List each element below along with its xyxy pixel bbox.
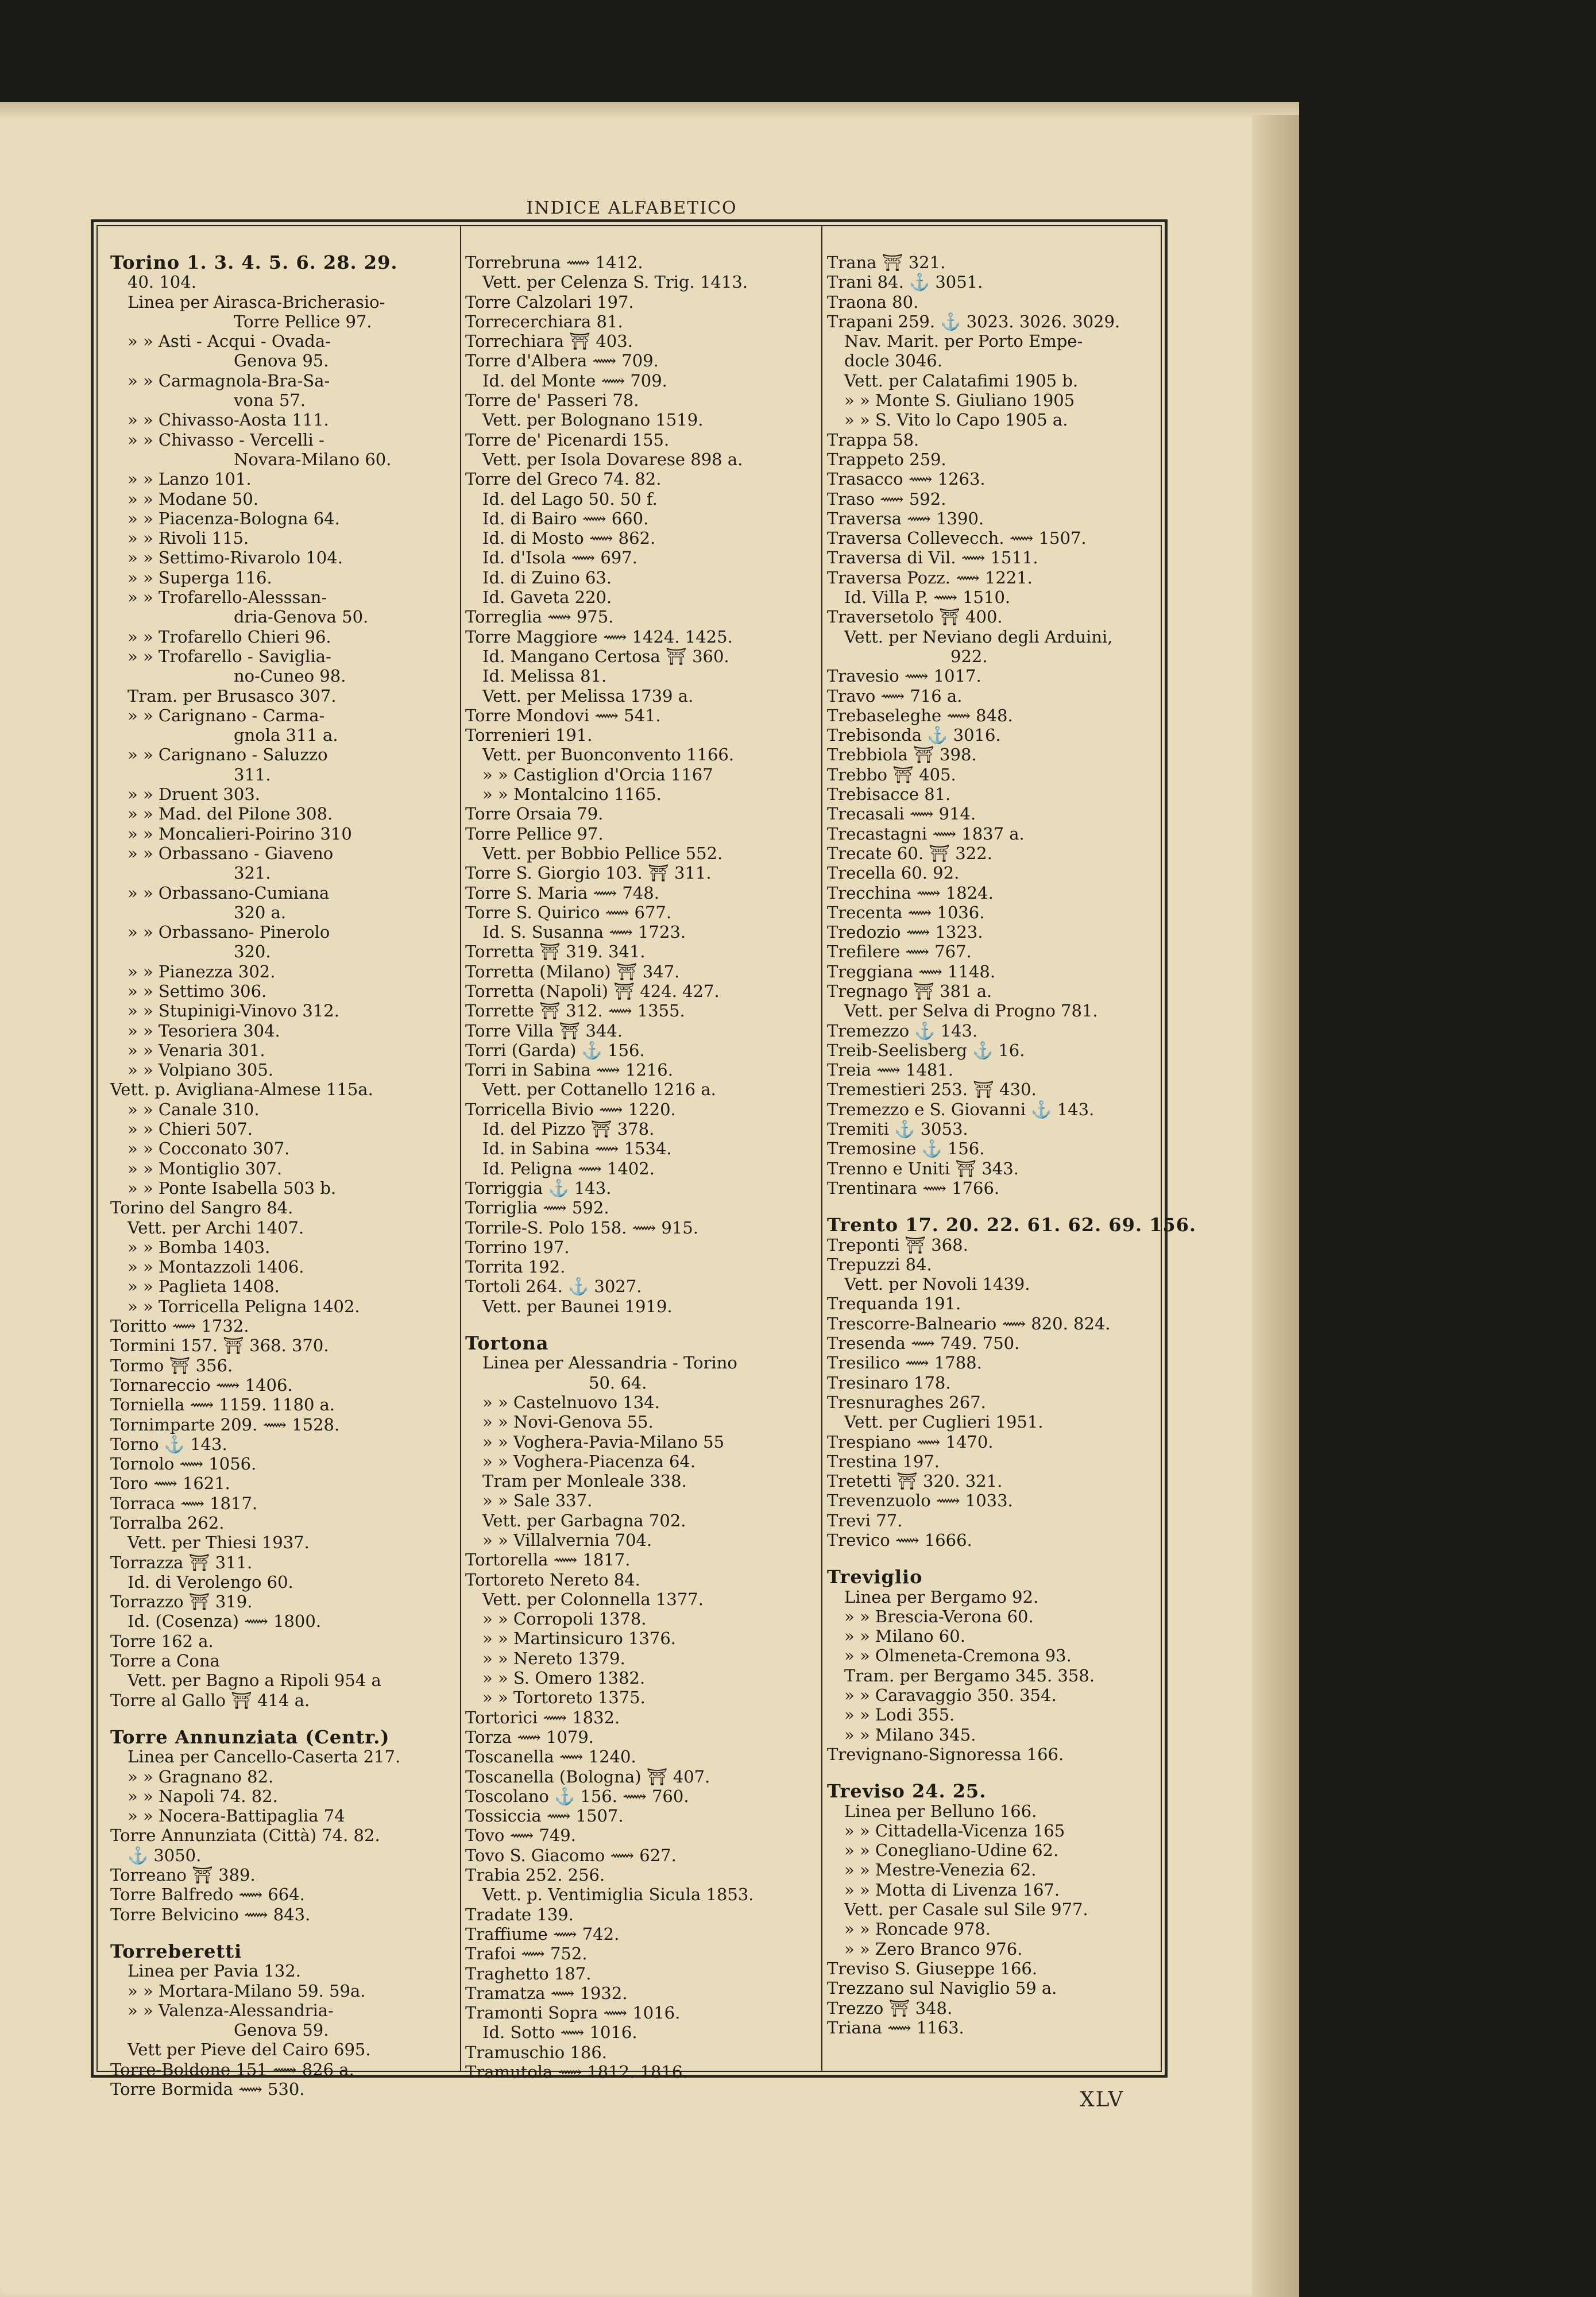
index-entry: » » Carmagnola-Bra-Sa- xyxy=(127,370,330,390)
index-column-1 xyxy=(110,253,455,2099)
index-entry: » » Napoli 74. 82. xyxy=(127,1786,278,1806)
index-entry: Trestina 197. xyxy=(827,1451,940,1471)
index-entry: Trafoi ⟿ 752. xyxy=(465,1944,588,1964)
index-entry: Id. Peligna ⟿ 1402. xyxy=(482,1158,655,1178)
index-entry: Linea per Belluno 166. xyxy=(844,1801,1037,1821)
index-entry: docle 3046. xyxy=(844,351,942,371)
index-entry: » » Lanzo 101. xyxy=(127,469,252,489)
index-entry: Torre Balfredo ⟿ 664. xyxy=(110,1885,305,1905)
column-rule-1 xyxy=(460,225,461,2072)
index-entry: Traversa di Vil. ⟿ 1511. xyxy=(827,548,1038,568)
index-entry: Torraca ⟿ 1817. xyxy=(110,1493,258,1513)
index-entry: Torre al Gallo ⛩ 414 a. xyxy=(110,1690,310,1710)
index-column-2 xyxy=(465,253,817,2082)
index-entry: Trappeto 259. xyxy=(827,449,946,469)
index-entry: Tretetti ⛩ 320. 321. xyxy=(827,1471,1003,1491)
index-entry: Trefilere ⟿ 767. xyxy=(827,942,972,962)
index-entry: Torriglia ⟿ 592. xyxy=(465,1198,609,1218)
index-entry: Id. di Verolengo 60. xyxy=(127,1572,293,1592)
index-entry: Vett per Pieve del Cairo 695. xyxy=(127,2040,371,2060)
index-entry: » » S. Vito lo Capo 1905 a. xyxy=(844,410,1068,430)
index-heading-entry: Tortona xyxy=(465,1332,549,1355)
entry-spacer xyxy=(110,1710,455,1727)
index-entry: Traghetto 187. xyxy=(465,1963,592,1983)
index-entry: Torre Pellice 97. xyxy=(234,311,372,331)
entry-spacer xyxy=(827,1198,1160,1215)
index-entry: Id. Villa P. ⟿ 1510. xyxy=(844,587,1011,608)
index-entry: Toritto ⟿ 1732. xyxy=(110,1316,249,1336)
index-entry: Vett. per Neviano degli Arduini, xyxy=(844,627,1113,647)
index-entry: Torri (Garda) ⚓ 156. xyxy=(465,1040,645,1060)
index-entry: Torrebruna ⟿ 1412. xyxy=(465,253,643,272)
index-entry: Torre Mondovi ⟿ 541. xyxy=(465,705,661,725)
index-entry: Torre S. Maria ⟿ 748. xyxy=(465,883,659,903)
index-entry: Tresenda ⟿ 749. 750. xyxy=(827,1333,1020,1354)
index-entry: Novara-Milano 60. xyxy=(234,449,392,469)
index-entry: Linea per Pavia 132. xyxy=(127,1961,301,1981)
index-entry: » » Orbassano - Giaveno xyxy=(127,843,334,863)
index-entry: Torre Orsaia 79. xyxy=(465,804,604,824)
index-entry: Torre del Greco 74. 82. xyxy=(465,469,662,489)
index-entry: » » Montazzoli 1406. xyxy=(127,1257,304,1277)
index-entry: » » Volpiano 305. xyxy=(127,1060,273,1080)
running-header: INDICE ALFABETICO xyxy=(526,198,737,218)
index-entry: Genova 95. xyxy=(234,351,329,371)
index-entry: Torri in Sabina ⟿ 1216. xyxy=(465,1060,673,1080)
index-entry: Id. di Zuino 63. xyxy=(482,567,612,587)
index-entry: Torralba 262. xyxy=(110,1513,225,1533)
index-entry: » » Voghera-Pavia-Milano 55 xyxy=(482,1432,725,1452)
index-entry: Torrenieri 191. xyxy=(465,725,593,745)
index-entry: Torre a Cona xyxy=(110,1651,220,1671)
index-entry: Id. di Mosto ⟿ 862. xyxy=(482,528,656,548)
index-entry: Tortoli 264. ⚓ 3027. xyxy=(465,1277,642,1297)
index-entry: Tortorici ⟿ 1832. xyxy=(465,1707,620,1727)
index-entry: » » Martinsicuro 1376. xyxy=(482,1629,677,1649)
index-entry: » » Chieri 507. xyxy=(127,1119,253,1139)
index-entry: Torrechiara ⛩ 403. xyxy=(465,331,633,351)
index-entry: » » Settimo-Rivarolo 104. xyxy=(127,548,343,568)
index-entry: Linea per Alessandria - Torino xyxy=(482,1353,737,1373)
index-entry: Treggiana ⟿ 1148. xyxy=(827,961,996,981)
index-entry: Vett. per Archi 1407. xyxy=(127,1217,304,1238)
index-entry: Tortoreto Nereto 84. xyxy=(465,1569,640,1590)
index-entry: » » Tortoreto 1375. xyxy=(482,1688,646,1708)
index-entry: Treviso S. Giuseppe 166. xyxy=(827,1958,1038,1978)
index-entry: Torreano ⛩ 389. xyxy=(110,1865,256,1885)
index-entry: » » Castelnuovo 134. xyxy=(482,1392,660,1412)
index-column-3 xyxy=(827,253,1197,2037)
index-entry: Vett. p. Avigliana-Almese 115a. xyxy=(110,1080,373,1100)
index-entry: Trentinara ⟿ 1766. xyxy=(827,1178,1000,1198)
index-entry: » » Trofarello Chieri 96. xyxy=(127,627,331,647)
index-entry: Trebaseleghe ⟿ 848. xyxy=(827,705,1013,725)
index-entry: Traversetolo ⛩ 400. xyxy=(827,607,1003,627)
index-entry: Torrette ⛩ 312. ⟿ 1355. xyxy=(465,1001,685,1021)
index-entry: » » Villalvernia 704. xyxy=(482,1530,652,1550)
index-entry: Id. del Monte ⟿ 709. xyxy=(482,370,667,390)
index-entry: Torrazzo ⛩ 319. xyxy=(110,1592,253,1612)
index-entry: Vett. per Selva di Progno 781. xyxy=(844,1001,1098,1021)
index-entry: Trequanda 191. xyxy=(827,1294,961,1314)
index-entry: Tovo ⟿ 749. xyxy=(465,1826,576,1846)
index-entry: Torno ⚓ 143. xyxy=(110,1434,227,1454)
index-entry: Id. (Cosenza) ⟿ 1800. xyxy=(127,1611,322,1631)
entry-spacer xyxy=(465,1316,817,1333)
index-entry: » » Cocconato 307. xyxy=(127,1139,290,1159)
index-entry: Vett. per Bolognano 1519. xyxy=(482,410,704,430)
index-entry: Torretta (Milano) ⛩ 347. xyxy=(465,961,680,981)
index-entry: » » Monte S. Giuliano 1905 xyxy=(844,390,1075,411)
index-entry: Torrile-S. Polo 158. ⟿ 915. xyxy=(465,1217,698,1238)
index-entry: Torza ⟿ 1079. xyxy=(465,1727,594,1747)
index-entry: 321. xyxy=(234,863,271,883)
entry-spacer xyxy=(110,1924,455,1942)
index-entry: Travo ⟿ 716 a. xyxy=(827,686,963,706)
index-entry: Vett. per Garbagna 702. xyxy=(482,1510,686,1530)
index-entry: Linea per Bergamo 92. xyxy=(844,1587,1039,1607)
index-entry: Torre Villa ⛩ 344. xyxy=(465,1020,623,1041)
index-entry: » » Milano 60. xyxy=(844,1626,965,1646)
index-entry: Tornimparte 209. ⟿ 1528. xyxy=(110,1414,340,1434)
index-entry: Tremezzo ⚓ 143. xyxy=(827,1020,978,1041)
index-entry: Torre-Boldone 151 ⟿ 826 a. xyxy=(110,2059,354,2079)
index-entry: Id. in Sabina ⟿ 1534. xyxy=(482,1139,672,1159)
index-entry: » » Chivasso - Vercelli - xyxy=(127,430,324,450)
index-entry: Id. Mangano Certosa ⛩ 360. xyxy=(482,646,729,666)
index-entry: Torre Belvicino ⟿ 843. xyxy=(110,1904,311,1924)
index-entry: Trappa 58. xyxy=(827,430,919,450)
index-entry: Trebbiola ⛩ 398. xyxy=(827,745,977,765)
index-entry: Id. d'Isola ⟿ 697. xyxy=(482,548,637,568)
index-entry: ⚓ 3050. xyxy=(127,1845,202,1865)
index-entry: Vett. per Thiesi 1937. xyxy=(127,1533,310,1553)
index-entry: Trecella 60. 92. xyxy=(827,863,960,883)
entry-spacer xyxy=(827,1764,1160,1781)
index-entry: Torre d'Albera ⟿ 709. xyxy=(465,351,659,371)
index-entry: Trecchina ⟿ 1824. xyxy=(827,883,994,903)
index-entry: » » Roncade 978. xyxy=(844,1919,991,1939)
index-entry: Trasacco ⟿ 1263. xyxy=(827,469,986,489)
index-entry: Torre 162 a. xyxy=(110,1631,214,1651)
index-entry: Trevignano-Signoressa 166. xyxy=(827,1744,1064,1764)
index-entry: Tresilico ⟿ 1788. xyxy=(827,1353,982,1373)
index-entry: Tresnuraghes 267. xyxy=(827,1392,986,1412)
index-entry: » » Voghera-Piacenza 64. xyxy=(482,1451,696,1471)
index-entry: vona 57. xyxy=(234,390,306,411)
index-entry: Trecenta ⟿ 1036. xyxy=(827,902,985,922)
index-entry: » » Trofarello - Saviglia- xyxy=(127,646,331,666)
index-entry: » » Bomba 1403. xyxy=(127,1237,270,1257)
index-entry: » » Mestre-Venezia 62. xyxy=(844,1860,1037,1880)
index-entry: Torre de' Picenardi 155. xyxy=(465,430,670,450)
index-entry: Tormo ⛩ 356. xyxy=(110,1355,233,1375)
index-entry: Torre Pellice 97. xyxy=(465,823,604,844)
index-entry: Tornolo ⟿ 1056. xyxy=(110,1454,257,1474)
index-entry: Trevi 77. xyxy=(827,1510,903,1530)
index-entry: Treib-Seelisberg ⚓ 16. xyxy=(827,1040,1025,1060)
index-entry: dria-Genova 50. xyxy=(234,607,369,627)
index-entry: Trani 84. ⚓ 3051. xyxy=(827,272,983,292)
index-entry: Traona 80. xyxy=(827,292,919,312)
index-entry: Tradate 139. xyxy=(465,1904,574,1924)
index-entry: » » Piacenza-Bologna 64. xyxy=(127,508,340,528)
index-entry: » » Trofarello-Alesssan- xyxy=(127,587,327,608)
index-entry: Traversa Pozz. ⟿ 1221. xyxy=(827,567,1033,587)
index-entry: Trapani 259. ⚓ 3023. 3026. 3029. xyxy=(827,311,1120,331)
index-entry: Tremosine ⚓ 156. xyxy=(827,1139,985,1159)
index-entry: Tossiccia ⟿ 1507. xyxy=(465,1806,624,1826)
index-entry: Genova 59. xyxy=(234,2020,329,2040)
index-entry: » » Olmeneta-Cremona 93. xyxy=(844,1646,1072,1666)
index-entry: » » Sale 337. xyxy=(482,1491,593,1511)
index-entry: » » Torricella Peligna 1402. xyxy=(127,1296,360,1316)
index-entry: 50. 64. xyxy=(589,1372,647,1393)
index-entry: Torre Maggiore ⟿ 1424. 1425. xyxy=(465,627,733,647)
index-entry: » » Carignano - Saluzzo xyxy=(127,745,328,765)
index-entry: Torre Annunziata (Città) 74. 82. xyxy=(110,1826,380,1846)
index-entry: » » Mortara-Milano 59. 59a. xyxy=(127,1981,366,2001)
index-entry: Torrazza ⛩ 311. xyxy=(110,1552,253,1572)
index-entry: Trana ⛩ 321. xyxy=(827,253,946,272)
index-entry: Linea per Cancello-Caserta 217. xyxy=(127,1747,401,1767)
index-entry: » » Nocera-Battipaglia 74 xyxy=(127,1806,345,1826)
index-entry: » » Montalcino 1165. xyxy=(482,784,662,805)
index-entry: Torre Calzolari 197. xyxy=(465,292,634,312)
index-entry: » » Modane 50. xyxy=(127,489,259,509)
index-entry: Tram. per Bergamo 345. 358. xyxy=(844,1665,1095,1685)
index-entry: Id. Melissa 81. xyxy=(482,666,607,686)
index-heading-entry: Treviglio xyxy=(827,1566,923,1588)
index-entry: no-Cuneo 98. xyxy=(234,666,346,686)
index-entry: Tresinaro 178. xyxy=(827,1372,951,1393)
index-entry: Vett. per Celenza S. Trig. 1413. xyxy=(482,272,748,292)
index-entry: Torrino 197. xyxy=(465,1237,570,1257)
index-entry: » » S. Omero 1382. xyxy=(482,1668,646,1688)
index-entry: Torre S. Quirico ⟿ 677. xyxy=(465,902,672,922)
index-entry: » » Superga 116. xyxy=(127,567,272,587)
index-entry: Traversa Collevecch. ⟿ 1507. xyxy=(827,528,1087,548)
index-entry: Traso ⟿ 592. xyxy=(827,489,946,509)
index-entry: » » Novi-Genova 55. xyxy=(482,1412,654,1432)
index-entry: » » Ponte Isabella 503 b. xyxy=(127,1178,337,1198)
index-entry: Tramuschio 186. xyxy=(465,2042,607,2062)
index-entry: Nav. Marit. per Porto Empe- xyxy=(844,331,1083,351)
index-entry: » » Druent 303. xyxy=(127,784,260,805)
index-entry: » » Conegliano-Udine 62. xyxy=(844,1840,1059,1861)
index-entry: » » Canale 310. xyxy=(127,1099,260,1119)
page-stack-edge xyxy=(1252,115,1299,2297)
index-entry: Tramutola ⟿ 1812. 1816. xyxy=(465,2062,688,2082)
index-entry: Id. del Pizzo ⛩ 378. xyxy=(482,1119,655,1139)
index-entry: » » Orbassano- Pinerolo xyxy=(127,922,330,942)
index-entry: Trecasali ⟿ 914. xyxy=(827,804,976,824)
index-entry: Tremezzo e S. Giovanni ⚓ 143. xyxy=(827,1099,1095,1119)
index-entry: » » Stupinigi-Vinovo 312. xyxy=(127,1001,339,1021)
index-entry: Toscanella (Bologna) ⛩ 407. xyxy=(465,1766,710,1786)
index-entry: Travesio ⟿ 1017. xyxy=(827,666,981,686)
index-entry: Torre S. Giorgio 103. ⛩ 311. xyxy=(465,863,712,883)
index-entry: » » Orbassano-Cumiana xyxy=(127,883,330,903)
index-entry: 311. xyxy=(234,764,271,784)
index-entry: Trespiano ⟿ 1470. xyxy=(827,1432,994,1452)
index-entry: Vett. per Baunei 1919. xyxy=(482,1296,673,1316)
index-entry: Linea per Airasca-Bricherasio- xyxy=(127,292,385,312)
index-entry: Trepuzzi 84. xyxy=(827,1254,932,1274)
index-entry: gnola 311 a. xyxy=(234,725,338,745)
index-entry: Torriggia ⚓ 143. xyxy=(465,1178,612,1198)
index-entry: Torrecerchiara 81. xyxy=(465,311,623,331)
index-entry: » » Caravaggio 350. 354. xyxy=(844,1685,1057,1706)
index-entry: Trescorre-Balneario ⟿ 820. 824. xyxy=(827,1313,1111,1333)
index-entry: Vett. per Isola Dovarese 898 a. xyxy=(482,449,743,469)
index-entry: Tram per Monleale 338. xyxy=(482,1471,687,1491)
index-entry: Trevico ⟿ 1666. xyxy=(827,1530,972,1550)
index-entry: Trevenzuolo ⟿ 1033. xyxy=(827,1491,1013,1511)
index-entry: » » Valenza-Alessandria- xyxy=(127,2000,334,2020)
index-entry: » » Pianezza 302. xyxy=(127,961,276,981)
index-entry: » » Cittadella-Vicenza 165 xyxy=(844,1820,1065,1840)
index-entry: Tortorella ⟿ 1817. xyxy=(465,1550,631,1570)
index-entry: Vett. per Casale sul Sile 977. xyxy=(844,1900,1088,1920)
index-entry: 320. xyxy=(234,942,271,962)
index-entry: Trabia 252. 256. xyxy=(465,1865,605,1885)
index-heading-entry: Trento 17. 20. 22. 61. 62. 69. 156. xyxy=(827,1214,1197,1236)
index-entry: Tremestieri 253. ⛩ 430. xyxy=(827,1080,1037,1100)
index-entry: Torretta ⛩ 319. 341. xyxy=(465,942,646,962)
index-entry: 320 a. xyxy=(234,902,287,922)
index-entry: Treia ⟿ 1481. xyxy=(827,1060,953,1080)
index-entry: » » Paglieta 1408. xyxy=(127,1277,280,1297)
index-entry: Torniella ⟿ 1159. 1180 a. xyxy=(110,1395,335,1415)
index-entry: Id. S. Susanna ⟿ 1723. xyxy=(482,922,686,942)
index-entry: Vett. per Cuglieri 1951. xyxy=(844,1412,1044,1432)
index-entry: » » Nereto 1379. xyxy=(482,1648,625,1668)
page-top-edge xyxy=(0,102,1299,119)
column-rule-2 xyxy=(821,225,822,2072)
index-entry: Trezzano sul Naviglio 59 a. xyxy=(827,1978,1057,1998)
index-entry: Trebisacce 81. xyxy=(827,784,951,805)
index-entry: » » Corropoli 1378. xyxy=(482,1609,647,1629)
index-heading-entry: Treviso 24. 25. xyxy=(827,1780,987,1803)
index-entry: Vett. per Bobbio Pellice 552. xyxy=(482,843,723,863)
index-entry: » » Gragnano 82. xyxy=(127,1766,274,1786)
index-entry: » » Lodi 355. xyxy=(844,1705,955,1725)
index-entry: » » Brescia-Verona 60. xyxy=(844,1606,1034,1626)
index-entry: » » Chivasso-Aosta 111. xyxy=(127,410,329,430)
index-entry: » » Rivoli 115. xyxy=(127,528,249,548)
index-entry: Toscolano ⚓ 156. ⟿ 760. xyxy=(465,1786,689,1806)
index-entry: » » Castiglion d'Orcia 1167 xyxy=(482,764,713,784)
index-entry: » » Venaria 301. xyxy=(127,1040,265,1060)
index-entry: Vett. per Colonnella 1377. xyxy=(482,1589,704,1609)
index-entry: Tornareccio ⟿ 1406. xyxy=(110,1375,293,1395)
index-entry: Tregnago ⛩ 381 a. xyxy=(827,981,992,1001)
index-entry: Tramatza ⟿ 1932. xyxy=(465,1983,628,2003)
index-entry: » » Tesoriera 304. xyxy=(127,1020,280,1041)
index-entry: » » Settimo 306. xyxy=(127,981,267,1001)
index-entry: Tremiti ⚓ 3053. xyxy=(827,1119,968,1139)
index-entry: Vett. per Melissa 1739 a. xyxy=(482,686,694,706)
index-entry: Traversa ⟿ 1390. xyxy=(827,508,984,528)
index-entry: Toscanella ⟿ 1240. xyxy=(465,1747,636,1767)
index-entry: Toro ⟿ 1621. xyxy=(110,1474,230,1494)
index-entry: » » Montiglio 307. xyxy=(127,1158,283,1178)
index-heading-entry: Torre Annunziata (Centr.) xyxy=(110,1726,390,1748)
index-entry: Tredozio ⟿ 1323. xyxy=(827,922,983,942)
index-entry: Id. del Lago 50. 50 f. xyxy=(482,489,658,509)
index-entry: Tormini 157. ⛩ 368. 370. xyxy=(110,1336,329,1356)
index-entry: Id. Gaveta 220. xyxy=(482,587,612,608)
index-entry: Id. di Bairo ⟿ 660. xyxy=(482,508,649,528)
index-entry: Vett. per Bagno a Ripoli 954 a xyxy=(127,1670,381,1691)
index-entry: 40. 104. xyxy=(127,272,196,292)
index-entry: Id. Sotto ⟿ 1016. xyxy=(482,2023,637,2043)
index-entry: Treponti ⛩ 368. xyxy=(827,1235,968,1255)
index-entry: Vett. per Novoli 1439. xyxy=(844,1274,1030,1294)
index-entry: Tramonti Sopra ⟿ 1016. xyxy=(465,2003,681,2023)
index-entry: Traffiume ⟿ 742. xyxy=(465,1924,620,1944)
index-entry: » » Milano 345. xyxy=(844,1724,976,1745)
index-entry: » » Moncalieri-Poirino 310 xyxy=(127,823,352,844)
index-entry: Vett. per Cottanello 1216 a. xyxy=(482,1080,716,1100)
index-entry: Vett. per Calatafimi 1905 b. xyxy=(844,370,1079,390)
index-entry: Triana ⟿ 1163. xyxy=(827,2017,964,2037)
index-entry: Trecate 60. ⛩ 322. xyxy=(827,843,992,863)
index-entry: Trecastagni ⟿ 1837 a. xyxy=(827,823,1025,844)
index-entry: Torrita 192. xyxy=(465,1257,566,1277)
index-entry: Vett. per Buonconvento 1166. xyxy=(482,745,735,765)
index-entry: Trebbo ⛩ 405. xyxy=(827,764,956,784)
index-entry: Torre Bormida ⟿ 530. xyxy=(110,2079,305,2099)
page-number: XLV xyxy=(1080,2088,1124,2112)
index-entry: » » Mad. del Pilone 308. xyxy=(127,804,333,824)
index-entry: » » Carignano - Carma- xyxy=(127,705,325,725)
index-entry: » » Asti - Acqui - Ovada- xyxy=(127,331,331,351)
index-heading-entry: Torreberetti xyxy=(110,1940,242,1962)
index-entry: » » Motta di Livenza 167. xyxy=(844,1880,1060,1900)
index-heading-entry: Torino 1. 3. 4. 5. 6. 28. 29. xyxy=(110,252,398,273)
index-entry: 922. xyxy=(950,646,988,666)
index-entry: Torricella Bivio ⟿ 1220. xyxy=(465,1099,676,1119)
index-entry: Torino del Sangro 84. xyxy=(110,1198,293,1218)
index-entry: Torre de' Passeri 78. xyxy=(465,390,639,411)
index-entry: Tram. per Brusasco 307. xyxy=(127,686,337,706)
index-entry: Vett. p. Ventimiglia Sicula 1853. xyxy=(482,1885,754,1905)
index-entry: Trebisonda ⚓ 3016. xyxy=(827,725,1001,745)
index-entry: » » Zero Branco 976. xyxy=(844,1939,1023,1959)
index-entry: Tovo S. Giacomo ⟿ 627. xyxy=(465,1845,677,1865)
index-entry: Trenno e Uniti ⛩ 343. xyxy=(827,1158,1019,1178)
index-entry: Trezzo ⛩ 348. xyxy=(827,1998,953,2018)
entry-spacer xyxy=(827,1550,1160,1567)
index-entry: Torreglia ⟿ 975. xyxy=(465,607,614,627)
index-entry: Torretta (Napoli) ⛩ 424. 427. xyxy=(465,981,720,1001)
